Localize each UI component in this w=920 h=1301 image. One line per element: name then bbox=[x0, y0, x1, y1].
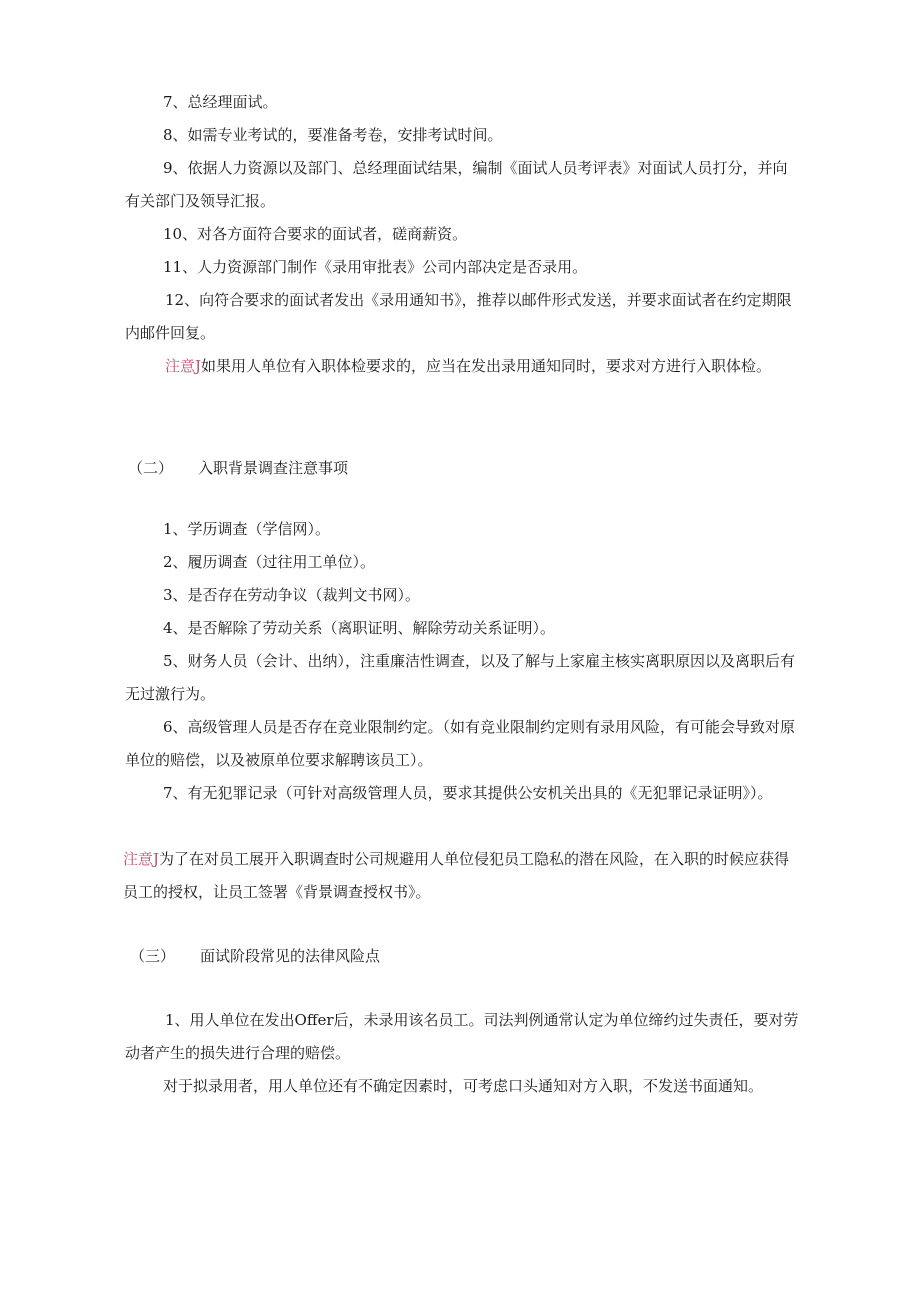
note-text: 为了在对员工展开入职调查时公司规避用人单位侵犯员工隐私的潜在风险，在入职的时候应获得员工的授权，让员工签署《背景调查授权书》。 bbox=[123, 850, 790, 901]
list-item: 10、对各方面符合要求的面试者，磋商薪资。 bbox=[163, 225, 468, 243]
list-item: 对于拟录用者，用人单位还有不确定因素时，可考虑口头通知对方入职，不发送书面通知。 bbox=[163, 1077, 764, 1095]
list-item: 5、财务人员（会计、出纳），注重廉洁性调查，以及了解与上家雇主核实离职原因以及离职后有无过激行为。 bbox=[125, 652, 796, 703]
list-item: 3、是否存在劳动争议（裁判文书网）。 bbox=[163, 586, 421, 604]
list-item: 4、是否解除了劳动关系（离职证明、解除劳动关系证明）。 bbox=[163, 619, 556, 637]
list-item: 11、人力资源部门制作《录用审批表》公司内部决定是否录用。 bbox=[163, 258, 588, 276]
list-item: 1、学历调查（学信网）。 bbox=[163, 520, 331, 538]
list-item: 1、用人单位在发出Offer后，未录用该名员工。司法判例通常认定为单位缔约过失责任，要对劳动者产生的损失进行合理的赔偿。 bbox=[125, 1011, 799, 1062]
note-label: 注意J bbox=[165, 357, 202, 375]
list-item: 2、履历调查（过往用工单位）。 bbox=[163, 553, 376, 571]
section-title: 面试阶段常见的法律风险点 bbox=[200, 947, 381, 965]
section-heading bbox=[130, 946, 380, 966]
list-item: 9、依据人力资源以及部门、总经理面试结果，编制《面试人员考评表》对面试人员打分，并向有关部门及领导汇报。 bbox=[125, 159, 788, 210]
note-label: 注意J bbox=[123, 850, 160, 868]
list-item: 8、如需专业考试的，要准备考卷，安排考试时间。 bbox=[163, 126, 503, 144]
section-heading bbox=[128, 458, 348, 478]
list-item: 7、总经理面试。 bbox=[163, 93, 278, 111]
section-title: 入职背景调查注意事项 bbox=[198, 459, 349, 477]
note-text: 如果用人单位有入职体检要求的，应当在发出录用通知同时，要求对方进行入职体检。 bbox=[201, 357, 772, 375]
note-paragraph bbox=[123, 843, 803, 909]
list-item: 7、有无犯罪记录（可针对高级管理人员，要求其提供公安机关出具的《无犯罪记录证明》）。 bbox=[163, 784, 773, 802]
section-number: （三） bbox=[130, 947, 176, 965]
section-number: （二） bbox=[128, 459, 174, 477]
list-item: 6、高级管理人员是否存在竞业限制约定。（如有竞业限制约定则有录用风险，有可能会导致对原单位的赔偿，以及被原单位要求解聘该员工）。 bbox=[125, 718, 796, 769]
list-item: 12、向符合要求的面试者发出《录用通知书》，推荐以邮件形式发送，并要求面试者在约定期限内邮件回复。 bbox=[125, 291, 792, 342]
note-paragraph bbox=[125, 350, 801, 383]
